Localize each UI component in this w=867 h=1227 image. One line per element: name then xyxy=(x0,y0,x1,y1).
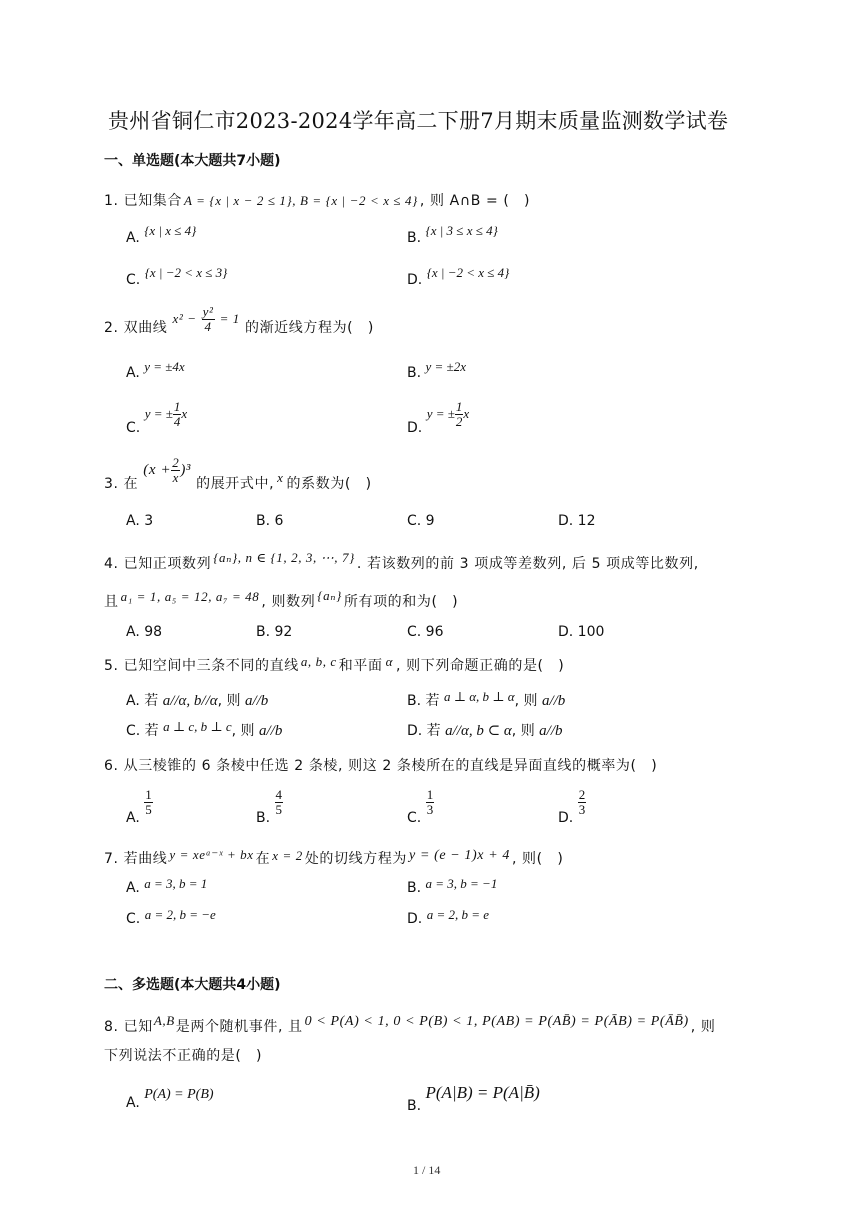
question-7-stem: 7. 若曲线 y = xeᵃ⁻ˣ + bx 在 x = 2 处的切线方程为 y = (e − 1)x + 4 , 则( ) xyxy=(104,847,564,867)
option-c: C. 若 a ⊥ c, b ⊥ c, 则 a//b xyxy=(126,719,283,739)
page-number: 1 / 14 xyxy=(413,1163,441,1177)
option-a: A. a = 3, b = 1 xyxy=(126,876,208,896)
option-b: B. 6 xyxy=(256,513,284,529)
option-d: D. $\frac{2}{3}$ xyxy=(558,787,586,827)
option-c: C. a = 2, b = −e xyxy=(126,907,216,927)
option-a: A. 3 xyxy=(126,513,154,529)
option-b: B. 92 xyxy=(256,624,293,640)
question-8-line-2: 下列说法不正确的是( ) xyxy=(104,1048,263,1064)
option-a: A. {x | x ≤ 4} xyxy=(126,223,197,246)
option-a: A. y = ±4x xyxy=(126,359,185,381)
option-d: D. a = 2, b = e xyxy=(407,907,490,927)
section-heading-single-choice: 一、单选题(本大题共7小题) xyxy=(104,153,281,169)
option-c: C. 9 xyxy=(407,513,435,529)
option-c: C. $\frac{1}{3}$ xyxy=(407,787,434,827)
option-d: D. 若 a//α, b ⊂ α, 则 a//b xyxy=(407,723,563,739)
option-d: D. {x | −2 < x ≤ 4} xyxy=(407,265,510,288)
option-a: A. $\frac{1}{5}$ xyxy=(126,787,152,827)
question-4-line-2: 且 a₁ = 1, a₅ = 12, a₇ = 48 , 则数列 {aₙ} 所有项的和为( ) xyxy=(104,588,459,610)
option-a: A. P(A) = P(B) xyxy=(126,1087,214,1111)
option-b: B. y = ±2x xyxy=(407,359,466,381)
question-4-line-1: 4. 已知正项数列 {aₙ}, n ∈ {1, 2, 3, ⋯, 7} . 若该数列的前 3 项成等差数列, 后 5 项成等比数列, xyxy=(104,550,699,572)
option-a: A. 若 a//α, b//α, 则 a//b xyxy=(126,693,269,709)
section-heading-multi-choice: 二、多选题(本大题共4小题) xyxy=(104,977,281,993)
option-d: D. 100 xyxy=(558,624,605,640)
question-2-stem: 2. 双曲线 x² − $\frac{\text{y²}}{4}$ = 1 的渐近线方程为( ) xyxy=(104,304,374,337)
option-c: C. y = ± $\frac{1}{4}$ x xyxy=(126,399,188,437)
question-8-line-1: 8. 已知A,B是两个随机事件, 且 0 < P(A) < 1, 0 < P(B) < 1, P(AB) = P(AB̄) = P(ĀB) = P(ĀB̄) , 则 xyxy=(104,1013,716,1035)
question-1-stem: 1. 已知集合 A = {x | x − 2 ≤ 1}, B = {x | −2 < x ≤ 4} , 则 A∩B = ( ) xyxy=(104,193,531,209)
option-b: B. P(A|B) = P(A|B̄) xyxy=(407,1083,540,1114)
option-a: A. 98 xyxy=(126,624,163,640)
option-c: C. {x | −2 < x ≤ 3} xyxy=(126,265,228,288)
question-5-stem: 5. 已知空间中三条不同的直线 a, b, c 和平面 α , 则下列命题正确的是( ) xyxy=(104,654,565,674)
option-b: B. $\frac{4}{5}$ xyxy=(256,787,283,827)
option-b: B. a = 3, b = −1 xyxy=(407,876,498,896)
option-d: D. 12 xyxy=(558,513,596,529)
page-title: 贵州省铜仁市2023-2024学年高二下册7月期末质量监测数学试卷 xyxy=(108,109,729,133)
option-b: B. 若 a ⊥ α, b ⊥ α, 则 a//b xyxy=(407,689,566,709)
option-b: B. {x | 3 ≤ x ≤ 4} xyxy=(407,223,498,246)
question-3-stem: 3. 在 (x + $\frac{2}{x}$ )³ 的展开式中, x 的系数为( ) xyxy=(104,455,372,493)
option-c: C. 96 xyxy=(407,624,444,640)
option-d: D. y = ± $\frac{1}{2}$ x xyxy=(407,399,470,437)
question-6-stem: 6. 从三棱锥的 6 条棱中任选 2 条棱, 则这 2 条棱所在的直线是异面直线的概率为( ) xyxy=(104,758,658,774)
